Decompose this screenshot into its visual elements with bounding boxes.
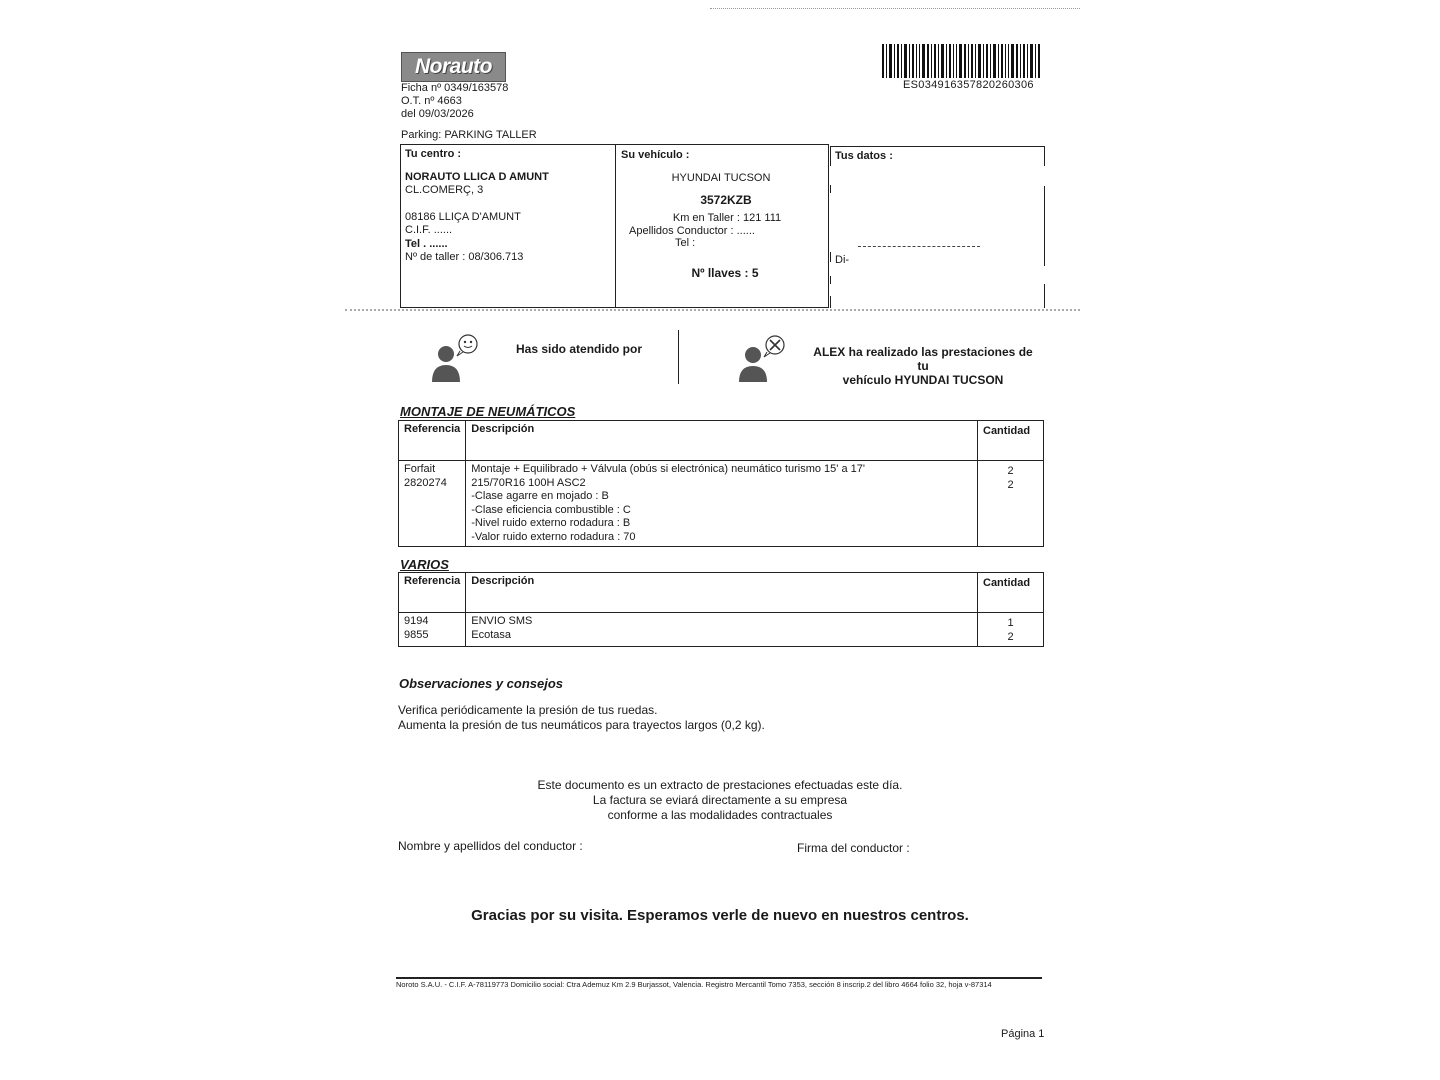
varios-header-row (399, 573, 1044, 613)
norauto-logo: Norauto (401, 52, 506, 82)
varios-desc-2: Ecotasa (471, 628, 512, 641)
datos-tick-1 (830, 185, 831, 193)
barcode-text: ES034916357820260306 (903, 79, 1034, 91)
extracto-line-3: conforme a las modalidades contractuales (607, 808, 833, 822)
montaje-desc-line: -Valor ruido externo rodadura : 70 (471, 530, 636, 543)
montaje-desc-cell (466, 461, 978, 547)
montaje-ref-1: Forfait (404, 463, 436, 475)
centro-cif: C.I.F. ...... (405, 224, 453, 236)
scan-artifact-top (710, 8, 1080, 9)
montaje-col-qty: Cantidad (978, 421, 1044, 461)
service-performed-text (806, 345, 1040, 387)
extracto-note (520, 778, 920, 823)
observaciones-title: Observaciones y consejos (399, 676, 564, 691)
datos-box-right-edge-3 (1044, 284, 1045, 308)
datos-box-right-edge (1044, 146, 1045, 166)
montaje-ref-cell (399, 461, 466, 547)
footer-rule (396, 977, 1042, 979)
observaciones-line-2: Aumenta la presión de tus neumáticos para trayectos largos (0,2 kg). (398, 718, 765, 732)
centro-city: 08186 LLIÇA D'AMUNT (405, 211, 521, 223)
ficha-number: Ficha nº 0349/163578 (401, 82, 509, 94)
vehiculo-km: Km en Taller : 121 111 (672, 212, 782, 224)
montaje-desc-line: -Clase agarre en mojado : B (471, 490, 609, 502)
centro-taller-number: Nº de taller : 08/306.713 (405, 251, 524, 263)
montaje-qty-cell (978, 461, 1044, 547)
datos-box-top-edge (830, 146, 1045, 147)
scan-cut-line (345, 309, 1080, 311)
varios-ref-cell (399, 613, 466, 647)
datos-label: Tus datos : (835, 150, 893, 162)
montaje-desc-line: -Clase eficiencia combustible : C (471, 503, 631, 516)
vehiculo-model: HYUNDAI TUCSON (671, 172, 771, 184)
vehiculo-plate: 3572KZB (700, 193, 752, 207)
varios-desc-cell (466, 613, 978, 647)
ficha-date: del 09/03/2026 (401, 108, 474, 120)
centro-label: Tu centro : (405, 148, 462, 160)
datos-tick-2 (830, 252, 831, 262)
varios-desc-1: ENVIO SMS (471, 615, 533, 627)
varios-ref-1: 9194 (404, 615, 429, 627)
page-number: Página 1 (1001, 1028, 1045, 1040)
attended-by-text: Has sido atendido por (516, 342, 643, 356)
montaje-desc-line: Montaje + Equilibrado + Válvula (obús si electrónica) neumático turismo 15' a 17' (471, 463, 865, 475)
person-happy-icon (428, 334, 484, 384)
datos-box-left-edge (830, 146, 831, 166)
datos-box-right-edge-2 (1044, 186, 1045, 266)
extracto-line-1: Este documento es un extracto de prestaciones efectuadas este día. (537, 778, 903, 792)
montaje-ref-2: 2820274 (404, 476, 447, 489)
varios-col-desc: Descripción (466, 573, 978, 613)
barcode (882, 44, 1042, 78)
thank-you-message: Gracias por su visita. Esperamos verle de nuevo en nuestros centros. (471, 907, 969, 924)
observaciones-line-1: Verifica periódicamente la presión de tus ruedas. (398, 703, 658, 717)
parking-label: Parking: PARKING TALLER (401, 129, 537, 141)
centro-tel: Tel . ...... (405, 238, 448, 250)
vehiculo-tel: Tel : (675, 237, 696, 249)
datos-tick-4 (830, 296, 831, 308)
varios-qty-2: 2 (1007, 630, 1014, 643)
montaje-table (398, 420, 1044, 547)
varios-item-row (399, 613, 1044, 647)
varios-col-qty: Cantidad (978, 573, 1044, 613)
montaje-col-desc: Descripción (466, 421, 978, 461)
montaje-title: MONTAJE DE NEUMÁTICOS (400, 404, 576, 419)
varios-qty-1: 1 (1007, 617, 1014, 629)
person-mechanic-icon (735, 334, 791, 384)
montaje-col-ref: Referencia (399, 421, 466, 461)
datos-dir: Di- (835, 254, 850, 266)
attention-divider (678, 330, 679, 384)
ot-number: O.T. nº 4663 (401, 95, 462, 107)
conductor-signature-label: Firma del conductor : (797, 841, 910, 855)
datos-dash-line (858, 246, 980, 247)
vehiculo-conductor: Apellidos Conductor : ...... (629, 225, 755, 237)
varios-table (398, 572, 1044, 647)
montaje-desc-line: 215/70R16 100H ASC2 (471, 476, 586, 489)
varios-title: VARIOS (400, 557, 449, 572)
conductor-name-label: Nombre y apellidos del conductor : (398, 839, 583, 853)
varios-qty-cell (978, 613, 1044, 647)
varios-col-ref: Referencia (399, 573, 466, 613)
montaje-item-row (399, 461, 1044, 547)
vehiculo-keys: Nº llaves : 5 (691, 266, 759, 280)
centro-name: NORAUTO LLICA D AMUNT (405, 171, 549, 183)
montaje-desc-line: -Nivel ruido externo rodadura : B (471, 517, 631, 529)
service-performed-line-1: ALEX ha realizado las prestaciones de tu (813, 345, 1033, 373)
centro-street: CL.COMERÇ, 3 (405, 184, 484, 196)
footer-legal: Noroto S.A.U. - C.I.F. A-78119773 Domicilio social: Ctra Ademuz Km 2.9 Burjassot, Valencia. Registro Mercantil Tomo 7353, sección 8 inscrip.2 del libro 4664 folio 32, hoja v-87314 (396, 980, 992, 989)
montaje-qty-1: 2 (1007, 465, 1014, 477)
vehiculo-label: Su vehículo : (621, 149, 690, 161)
varios-ref-2: 9855 (404, 628, 429, 641)
montaje-header-row (399, 421, 1044, 461)
extracto-line-2: La factura se eviará directamente a su empresa (592, 793, 848, 807)
montaje-qty-2: 2 (1007, 478, 1014, 491)
service-performed-line-2: vehículo HYUNDAI TUCSON (842, 373, 1004, 387)
